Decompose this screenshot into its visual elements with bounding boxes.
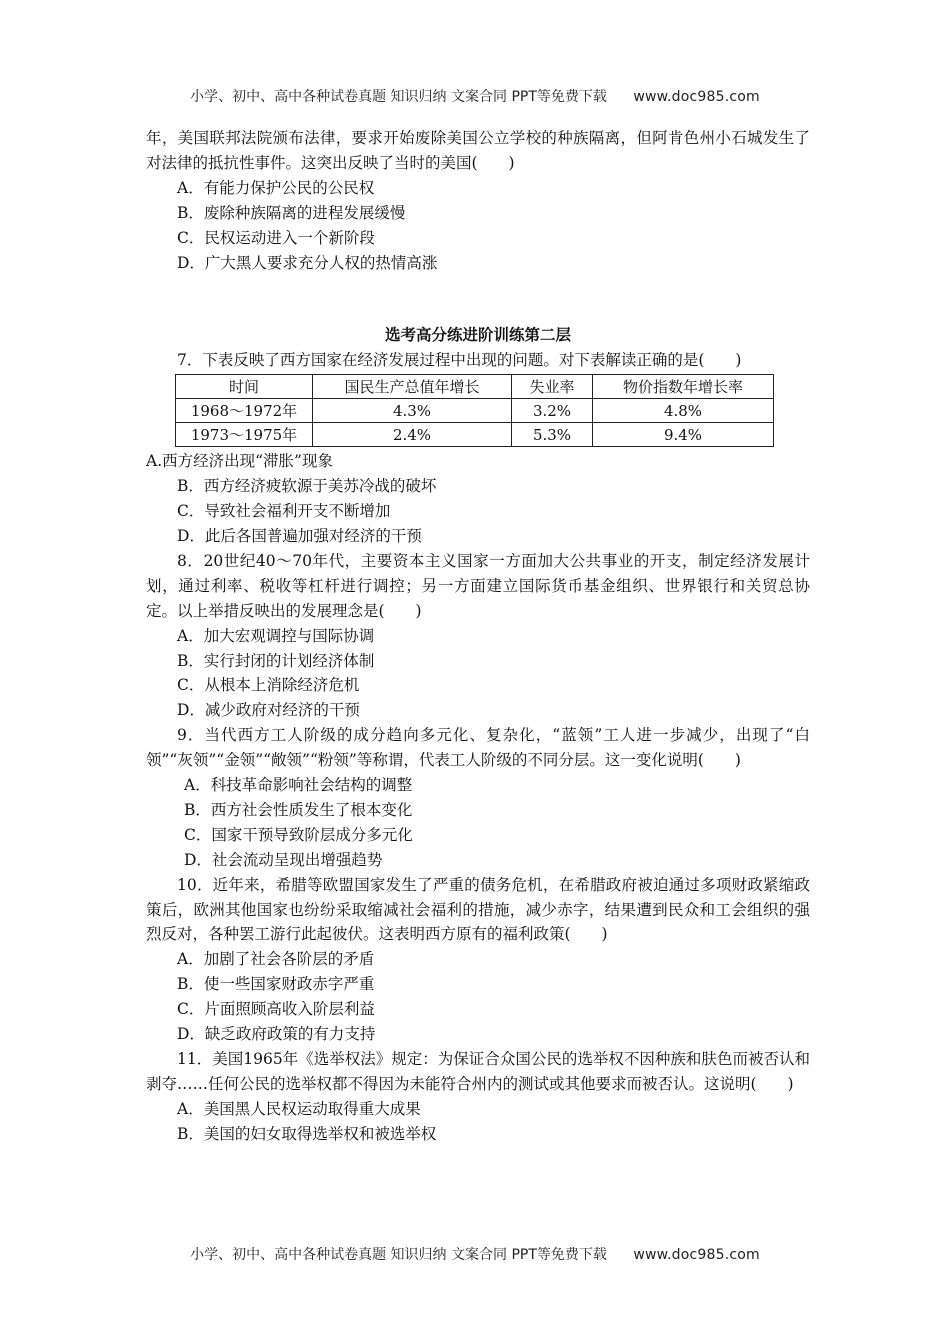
q6-option-d: D．广大黑人要求充分人权的热情高涨 [177,253,438,272]
q9-stem: 9．当代西方工人阶级的成分趋向多元化、复杂化，“蓝领”工人进一步减少，出现了“白领”“灰领”“金领”“敞领”“粉领”等称谓，代表工人阶级的不同分层。这一变化说明( ) [146,726,810,770]
q11-option-a: A．美国黑人民权运动取得重大成果 [177,1099,421,1118]
q9-option-d: D．社会流动呈现出增强趋势 [184,850,383,869]
q8-option-d: D．减少政府对经济的干预 [177,701,360,720]
q10-option-a: A．加剧了社会各阶层的矛盾 [177,950,375,969]
table-cell: 1973～1975年 [176,423,313,447]
header-site[interactable]: www.doc985.com [633,89,760,105]
page-content [146,126,810,1147]
q6-option-c: C．民权运动进入一个新阶段 [177,228,375,247]
page-header [0,86,950,106]
q8-option-c: C．从根本上消除经济危机 [177,676,360,695]
table-row [176,399,774,423]
q7-table [175,374,774,447]
q7-option-a: A.西方经济出现“滞胀”现象 [146,452,333,471]
q9-option-c: C．国家干预导致阶层成分多元化 [184,825,413,844]
table-row [176,423,774,447]
q6-option-a: A．有能力保护公民的公民权 [177,178,375,197]
q7-option-d: D．此后各国普遍加强对经济的干预 [177,526,422,545]
q6-option-b: B．废除种族隔离的进程发展缓慢 [177,203,406,222]
table-header-cell: 国民生产总值年增长 [313,375,512,399]
q10-option-d: D．缺乏政府政策的有力支持 [177,1025,376,1044]
q7-stem: 7．下表反映了西方国家在经济发展过程中出现的问题。对下表解读正确的是( ) [177,351,742,370]
footer-site[interactable]: www.doc985.com [633,1247,760,1263]
page-footer [0,1244,950,1264]
footer-text: 小学、初中、高中各种试卷真题 知识归纳 文案合同 PPT等免费下载 [190,1247,607,1263]
q9-option-b: B．西方社会性质发生了根本变化 [184,800,413,819]
header-text: 小学、初中、高中各种试卷真题 知识归纳 文案合同 PPT等免费下载 [190,89,607,105]
q7-option-b: B．西方经济疲软源于美苏冷战的破坏 [177,477,437,496]
q11-option-b: B．美国的妇女取得选举权和被选举权 [177,1124,437,1143]
table-cell: 4.3% [313,399,512,423]
q9-option-a: A．科技革命影响社会结构的调整 [184,776,413,795]
q6-stem: 年，美国联邦法院颁布法律，要求开始废除美国公立学校的种族隔离，但阿肯色州小石城发生了对法律的抵抗性事件。这突出反映了当时的美国( ) [146,129,810,172]
table-cell: 5.3% [512,423,593,447]
q7-option-c: C．导致社会福利开支不断增加 [177,502,391,521]
q10-option-b: B．使一些国家财政赤字严重 [177,975,375,994]
table-cell: 2.4% [313,423,512,447]
table-cell: 4.8% [593,399,774,423]
table-header-cell: 失业率 [512,375,593,399]
q10-stem: 10．近年来，希腊等欧盟国家发生了严重的债务危机，在希腊政府被迫通过多项财政紧缩政策后，欧洲其他国家也纷纷采取缩减社会福利的措施，减少赤字，结果遭到民众和工会组织的强烈反对，各种罢工游行此起彼伏。这表明西方原有的福利政策( ) [146,875,810,944]
q8-option-a: A．加大宏观调控与国际协调 [177,626,375,645]
table-cell: 1968～1972年 [176,399,313,423]
section-title: 选考高分练进阶训练第二层 [384,325,571,345]
table-cell: 3.2% [512,399,593,423]
table-header-cell: 物价指数年增长率 [593,375,774,399]
q8-stem: 8．20世纪40～70年代，主要资本主义国家一方面加大公共事业的开支，制定经济发展计划，通过利率、税收等杠杆进行调控；另一方面建立国际货币基金组织、世界银行和关贸总协定。以上举措反映出的发展理念是( ) [146,551,810,620]
table-header-row [176,375,774,399]
q8-option-b: B．实行封闭的计划经济体制 [177,651,375,670]
table-header-cell: 时间 [176,375,313,399]
table-cell: 9.4% [593,423,774,447]
q11-stem: 11．美国1965年《选举权法》规定：为保证合众国公民的选举权不因种族和肤色而被否认和剥夺……任何公民的选举权都不得因为未能符合州内的测试或其他要求而被否认。这说明( ) [146,1050,810,1093]
q10-option-c: C．片面照顾高收入阶层利益 [177,1000,375,1019]
